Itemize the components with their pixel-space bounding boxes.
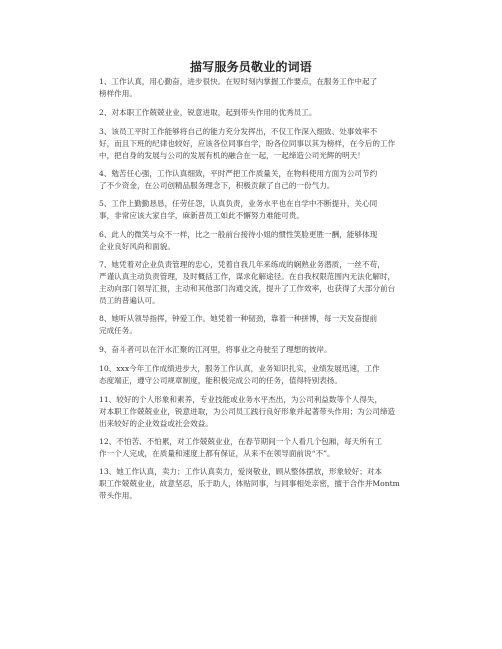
paragraph-line: 企业良好风尚和面貌。 [99,242,175,251]
paragraph-line: 主动向部门领导汇报，主动和其他部门沟通交流，提升了工作效率，也获得了大部分前台 [99,284,396,293]
paragraph-line: 出来较好的企业效益或社会效益。 [99,419,213,428]
paragraph-7 [90,259,422,307]
paragraph-line: 10、xxx今年工作成绩进步大，服务工作认真，业务知识扎实，业绩发展迅速，工作 [99,364,380,373]
paragraph-line: 6、此人的微笑与众不一样，比之一般前台接待小姐的惯性笑脸更胜一酬，能够体现 [99,230,378,239]
paragraph-line: 好，而且下班的纪律也较好，应该各位同事自学，盼各位同事以其为榜样，在今后的工作 [99,139,396,148]
paragraph-6 [90,229,422,253]
paragraph-line: 了不少资金，在公司创精品服务理念下，积极贡献了自己的一份气力。 [99,181,335,190]
paragraph-3 [90,126,422,162]
paragraph-line: 3、该员工平时工作能够将自己的能力充分发挥出，不仅工作深入细致、处事效率不 [99,127,378,136]
paragraph-line: 严谨认真主动负责管理，及时概括工作，谋求化解途径。在自我权限范围内无法化解时， [99,272,396,281]
paragraph-line: 7、她凭着对企业负责管理的忠心，凭着自我几年来练成的娴熟业务潜质，一丝不苟， [99,260,385,269]
paragraph-line: 职工作兢兢业业，故意坚忍，乐于助人，体贴同事，与同事相处亲密，擅于合作并Montm [99,479,400,488]
paragraph-13 [90,466,422,502]
paragraph-10 [90,363,422,387]
paragraph-line: 中，把自身的发展与公司的发展有机的融合在一起，一起缔造公司光辉的明天！ [99,151,365,160]
paragraph-line: 11、较好的个人形象和素养，专业技能或业务水平杰出，为公司利益数等个人得失， [99,395,383,404]
paragraph-line: 13、她工作认真，卖力；工作认真卖力，爱岗敬业，顾从整体摆放，形象较好；对本 [99,467,383,476]
paragraph-4 [90,168,422,192]
paragraph-1 [90,76,422,100]
paragraph-line: 完成任务。 [99,326,137,335]
paragraph-line: 榜样作用。 [99,89,137,98]
paragraph-2 [90,107,422,119]
paragraph-line: 4、勉苦任心强，工作认真细致，平时严把工作质量关，在物料使用方面为公司节约 [99,169,378,178]
paragraph-line: 事，非常应该大家自学，麻新普员工如此不懈努力难能可贵。 [99,211,305,220]
paragraph-line: 5、工作上勤勤恳恳，任劳任怨，认真负责，业务水平也在自学中不断提升，关心同 [99,199,378,208]
paragraph-line: 作一个人完成，在质量和速度上都有保证，从来不在领导面前说“不”。 [99,449,335,458]
paragraph-9 [90,344,422,356]
paragraph-8 [90,313,422,337]
paragraph-12 [90,436,422,460]
paragraph-line: 态度端正，遵守公司规章制度，能积极完成公司的任务，值得特别表扬。 [99,376,342,385]
paragraph-line: 对本职工作兢兢业业，锐意进取，为公司员工践行良好形象并起著带头作用；为公司缔造 [99,407,396,416]
paragraph-line: 1、工作认真，用心勤奋，进步很快。在短时刻内掌握工作要点，在服务工作中起了 [99,77,378,86]
document-title: 描写服务员敬业的词语 [189,60,312,74]
paragraph-5 [90,198,422,222]
paragraph-line: 员工的普遍认可。 [99,296,160,305]
paragraph-11 [90,394,422,430]
paragraph-line: 12、不怕苦、不怕累，对工作兢兢业业，在春节期间一个人看几个包厢，每天所有工 [99,437,383,446]
paragraph-line: 带头作用。 [99,491,137,500]
paragraph-line: 9、奋斗者可以在汗水汇聚的江河里，将事业之舟驶至了理想的彼岸。 [99,345,332,354]
paragraph-line: 2、对本职工作兢兢业业，锐意进取，起到带头作用的优秀员工。 [99,108,317,117]
paragraph-line: 8、她听从领导指挥，钟爱工作。她凭着一种韧劲，靠着一种拼博，每一天发奋提前 [99,314,378,323]
